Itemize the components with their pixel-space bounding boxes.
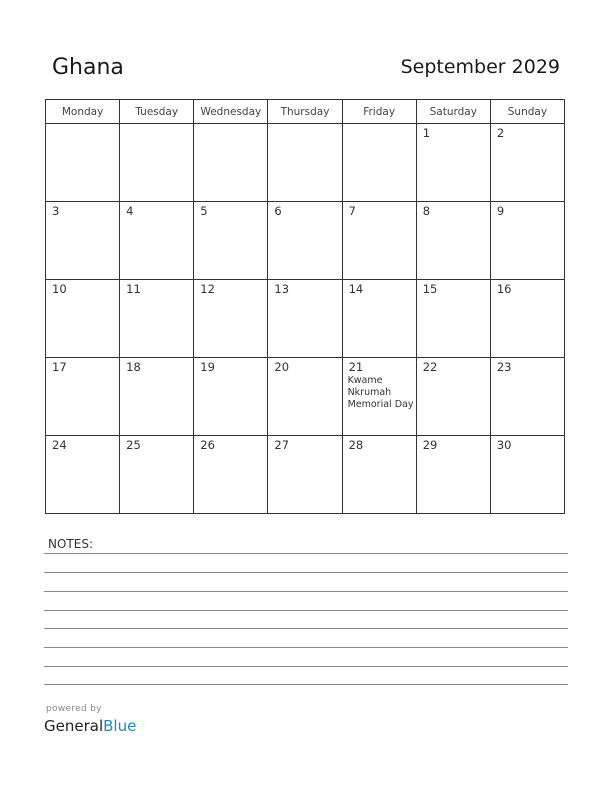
brand-blue: Blue — [103, 717, 137, 735]
day-cell — [120, 124, 194, 202]
day-number: 10 — [52, 282, 67, 296]
notes-line — [44, 628, 568, 629]
weekday-thursday: Thursday — [268, 100, 342, 124]
day-cell — [268, 202, 342, 280]
day-number: 25 — [126, 438, 141, 452]
day-number: 24 — [52, 438, 67, 452]
day-number: 17 — [52, 360, 67, 374]
day-number: 13 — [274, 282, 290, 296]
day-number: 12 — [200, 282, 215, 296]
day-cell — [46, 124, 120, 202]
day-cell — [490, 436, 564, 514]
day-number: 30 — [496, 438, 512, 452]
day-cell — [194, 436, 268, 514]
day-cell — [268, 358, 342, 436]
day-number: 26 — [200, 438, 215, 452]
weekday-tuesday: Tuesday — [120, 100, 194, 124]
day-number: 2 — [496, 126, 505, 140]
notes-line — [44, 553, 568, 554]
day-cell — [416, 280, 490, 358]
weekday-sunday: Sunday — [490, 100, 564, 124]
weekday-header-row — [46, 100, 565, 124]
day-cell — [46, 436, 120, 514]
day-number: 21 — [348, 360, 364, 374]
day-cell — [416, 202, 490, 280]
day-number: 9 — [496, 204, 505, 218]
day-number: 18 — [126, 360, 141, 374]
day-number: 28 — [348, 438, 364, 452]
notes-line — [44, 572, 568, 573]
weekday-monday: Monday — [46, 100, 120, 124]
day-number — [194, 124, 267, 127]
week-row — [46, 436, 565, 514]
holiday-label: Kwame Nkrumah Memorial Day — [347, 375, 414, 410]
day-cell — [342, 202, 416, 280]
day-cell — [194, 280, 268, 358]
day-cell — [120, 202, 194, 280]
week-row — [46, 280, 565, 358]
day-number: 23 — [496, 360, 512, 374]
day-cell — [268, 436, 342, 514]
day-number: 5 — [200, 204, 208, 218]
weekday-saturday: Saturday — [416, 100, 490, 124]
notes-line — [44, 666, 568, 667]
day-number: 3 — [52, 204, 60, 218]
day-number: 22 — [422, 360, 438, 374]
notes-line — [44, 610, 568, 611]
day-number — [46, 124, 119, 127]
notes-line — [44, 591, 568, 592]
notes-line — [44, 647, 568, 648]
day-number: 1 — [422, 126, 431, 140]
day-cell — [416, 436, 490, 514]
weekday-friday: Friday — [342, 100, 416, 124]
day-cell — [120, 358, 194, 436]
day-cell — [194, 202, 268, 280]
day-number — [120, 124, 193, 127]
day-number — [343, 124, 416, 127]
day-number: 15 — [422, 282, 438, 296]
generalblue-logo[interactable] — [44, 717, 136, 735]
day-cell — [342, 358, 416, 436]
week-row — [46, 124, 565, 202]
day-cell — [120, 436, 194, 514]
day-number: 7 — [348, 204, 356, 218]
notes-line — [44, 684, 568, 685]
day-number: 20 — [274, 360, 290, 374]
day-cell — [194, 124, 268, 202]
day-cell — [416, 124, 490, 202]
day-cell — [46, 280, 120, 358]
day-cell — [46, 202, 120, 280]
day-cell — [120, 280, 194, 358]
week-row — [46, 202, 565, 280]
day-cell — [490, 358, 564, 436]
day-number: 19 — [200, 360, 215, 374]
day-cell — [342, 280, 416, 358]
day-cell — [342, 124, 416, 202]
day-cell — [490, 280, 564, 358]
day-number: 11 — [126, 282, 141, 296]
country-title: Ghana — [52, 55, 124, 80]
day-number — [268, 124, 341, 127]
day-cell — [46, 358, 120, 436]
notes-label: NOTES: — [48, 537, 93, 551]
day-number: 29 — [422, 438, 438, 452]
day-number: 14 — [348, 282, 364, 296]
day-number: 6 — [274, 204, 282, 218]
day-cell — [490, 202, 564, 280]
day-cell — [194, 358, 268, 436]
week-row — [46, 358, 565, 436]
month-title: September 2029 — [400, 56, 560, 78]
day-number: 27 — [274, 438, 290, 452]
day-cell — [268, 280, 342, 358]
day-number: 4 — [126, 204, 134, 218]
day-cell — [342, 436, 416, 514]
day-cell — [268, 124, 342, 202]
day-cell — [490, 124, 564, 202]
calendar-grid — [45, 99, 565, 514]
day-cell — [416, 358, 490, 436]
weekday-wednesday: Wednesday — [194, 100, 268, 124]
brand-general: General — [44, 717, 104, 735]
day-number: 16 — [496, 282, 512, 296]
powered-by-text: powered by — [46, 704, 102, 714]
day-number: 8 — [422, 204, 431, 218]
